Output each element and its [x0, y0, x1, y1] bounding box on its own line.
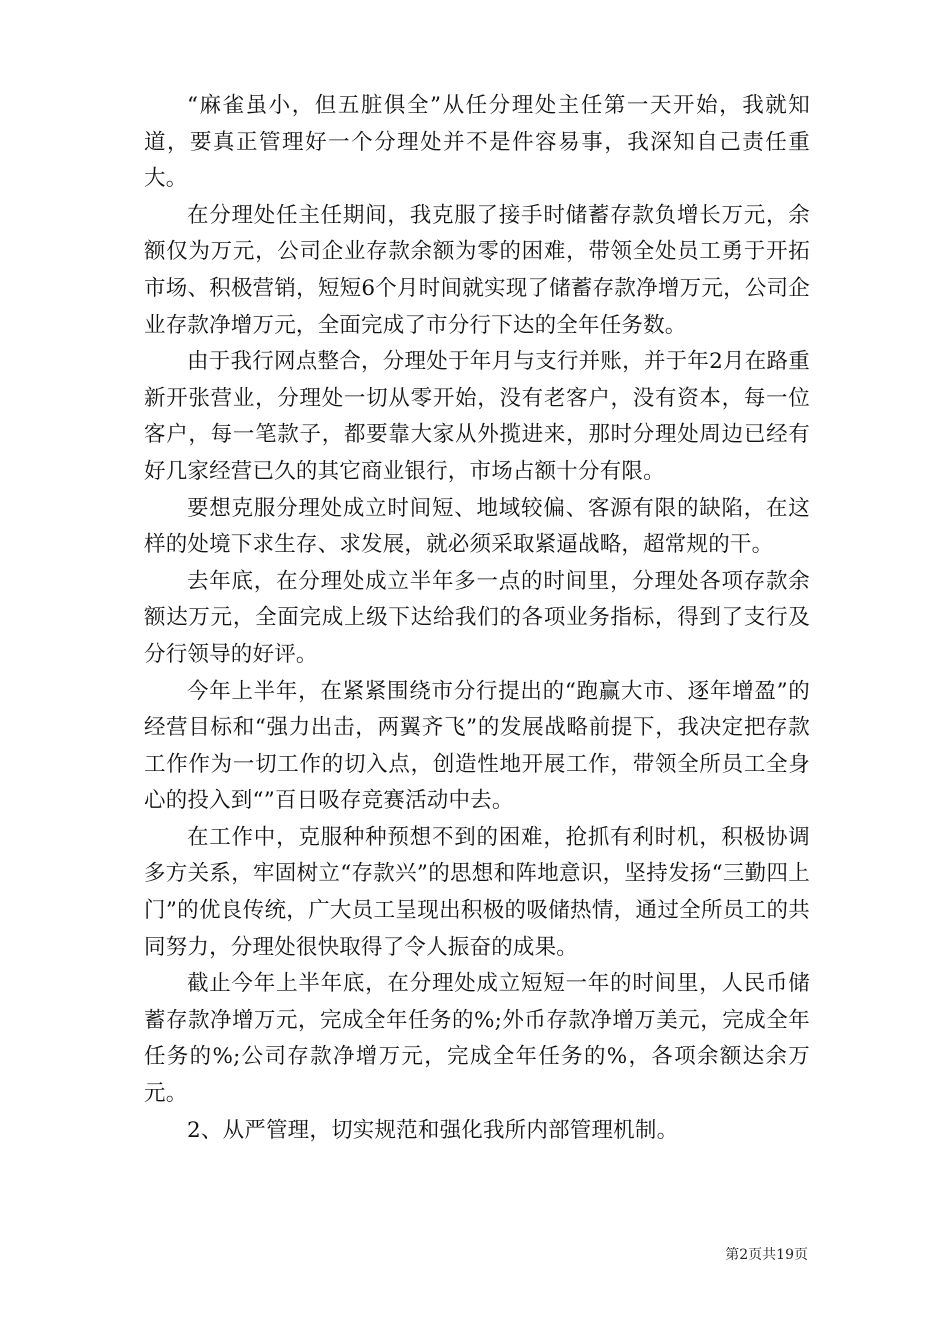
page-number-footer: 第2页共19页 [725, 1247, 808, 1263]
paragraph-2: 在分理处任主任期间，我克服了接手时储蓄存款负增长万元，余额仅为万元，公司企业存款余额为零的困难，带领全处员工勇于开拓市场、积极营销，短短6个月时间就实现了储蓄存款净增万元，公司企业存款净增万元，全面完成了市分行下达的全年任务数。 [144, 202, 810, 338]
paragraph-3: 由于我行网点整合，分理处于年月与支行并账，并于年2月在路重新开张营业，分理处一切从零开始，没有老客户，没有资本，每一位客户，每一笔款子，都要靠大家从外揽进来，那时分理处周边已经有好几家经营已久的其它商业银行，市场占额十分有限。 [144, 349, 810, 484]
paragraph-8: 截止今年上半年底，在分理处成立短短一年的时间里，人民币储蓄存款净增万元，完成全年任务的%;外币存款净增万美元，完成全年任务的%;公司存款净增万元，完成全年任务的%，各项余额达余万元。 [144, 971, 810, 1107]
paragraph-4: 要想克服分理处成立时间短、地域较偏、客源有限的缺陷，在这样的处境下求生存、求发展，就必须采取紧逼战略，超常规的干。 [144, 495, 810, 558]
document-body [144, 88, 810, 1149]
paragraph-5: 去年底，在分理处成立半年多一点的时间里，分理处各项存款余额达万元，全面完成上级下达给我们的各项业务指标，得到了支行及分行领导的好评。 [144, 568, 810, 667]
paragraph-7: 在工作中，克服种种预想不到的困难，抢抓有利时机，积极协调多方关系，牢固树立“存款兴”的思想和阵地意识，坚持发扬“三勤四上门”的优良传统，广大员工呈现出积极的吸储热情，通过全所员工的共同努力，分理处很快取得了令人振奋的成果。 [144, 824, 810, 960]
paragraph-9: 2、从严管理，切实规范和强化我所内部管理机制。 [187, 1117, 679, 1143]
paragraph-1: “麻雀虽小，但五脏俱全”从任分理处主任第一天开始，我就知道，要真正管理好一个分理处并不是件容易事，我深知自己责任重大。 [144, 93, 810, 192]
paragraph-6: 今年上半年，在紧紧围绕市分行提出的“跑赢大市、逐年增盈”的经营目标和“强力出击，两翼齐飞”的发展战略前提下，我决定把存款工作作为一切工作的切入点，创造性地开展工作，带领全所员工全身心的投入到“”百日吸存竞赛活动中去。 [144, 678, 810, 814]
